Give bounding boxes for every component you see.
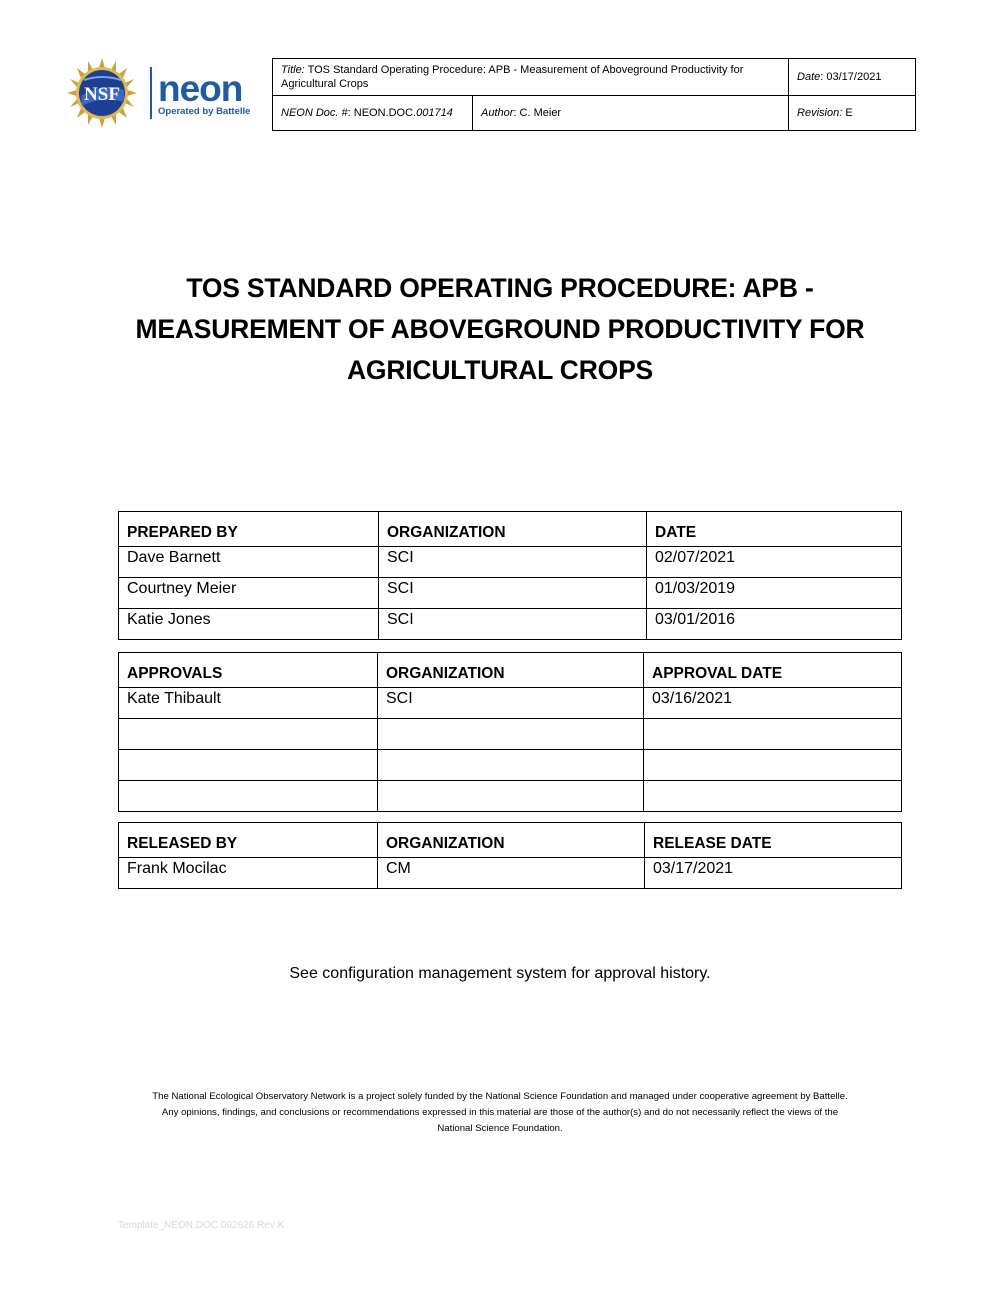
date-cell: 02/07/2021 xyxy=(647,547,902,578)
header-doc-label: NEON Doc. # xyxy=(281,107,348,119)
organization-cell xyxy=(378,781,644,812)
table-row xyxy=(119,750,902,781)
name-cell: Frank Mocilac xyxy=(119,858,378,889)
document-title-line: AGRICULTURAL CROPS xyxy=(346,355,654,385)
column-header: RELEASE DATE xyxy=(645,823,902,858)
document-title-line: MEASUREMENT OF ABOVEGROUND PRODUCTIVITY FOR xyxy=(135,314,865,344)
organization-cell: SCI xyxy=(379,578,647,609)
table-header-row xyxy=(119,823,902,858)
organization-cell: SCI xyxy=(379,547,647,578)
name-cell: Dave Barnett xyxy=(119,547,379,578)
header-doc-number: 001714 xyxy=(416,107,453,119)
document-title xyxy=(100,268,900,391)
document-header-table xyxy=(272,58,916,131)
name-cell: Courtney Meier xyxy=(119,578,379,609)
prepared-by-table xyxy=(118,511,902,640)
template-id: Template_NEON.DOC.002626 Rev K xyxy=(118,1220,285,1231)
column-header: ORGANIZATION xyxy=(379,512,647,547)
table-row xyxy=(119,781,902,812)
date-cell xyxy=(644,750,902,781)
header-date-value: : 03/17/2021 xyxy=(820,71,882,83)
table-row xyxy=(119,688,902,719)
nsf-seal-icon xyxy=(67,58,137,128)
released-by-table xyxy=(118,822,902,889)
name-cell xyxy=(119,719,378,750)
header-author-cell xyxy=(473,96,789,131)
column-header: RELEASED BY xyxy=(119,823,378,858)
organization-cell xyxy=(378,750,644,781)
funding-disclaimer xyxy=(100,1089,900,1137)
neon-wordmark: neon xyxy=(158,68,243,109)
table-header-row xyxy=(119,653,902,688)
column-header: APPROVALS xyxy=(119,653,378,688)
header-title-value: TOS Standard Operating Procedure: APB - Measurement of Aboveground Productivity for Agricultural Crops xyxy=(281,64,744,90)
header-date-cell xyxy=(789,59,916,96)
configuration-note: See configuration management system for approval history. xyxy=(289,965,711,982)
date-cell: 03/16/2021 xyxy=(644,688,902,719)
table-header-row xyxy=(119,512,902,547)
date-cell: 01/03/2019 xyxy=(647,578,902,609)
column-header: DATE xyxy=(647,512,902,547)
table-row xyxy=(119,547,902,578)
column-header: ORGANIZATION xyxy=(378,823,645,858)
column-header: PREPARED BY xyxy=(119,512,379,547)
header-doc-prefix: : NEON.DOC. xyxy=(347,107,417,119)
column-header: APPROVAL DATE xyxy=(644,653,902,688)
neon-nsf-logo xyxy=(66,58,272,128)
name-cell xyxy=(119,750,378,781)
document-title-line: TOS STANDARD OPERATING PROCEDURE: APB - xyxy=(186,273,814,303)
header-date-label: Date xyxy=(797,71,821,83)
table-row xyxy=(119,609,902,640)
name-cell: Katie Jones xyxy=(119,609,379,640)
organization-cell: SCI xyxy=(378,688,644,719)
name-cell: Kate Thibault xyxy=(119,688,378,719)
column-header: ORGANIZATION xyxy=(378,653,644,688)
approvals-table xyxy=(118,652,902,812)
header-title-cell xyxy=(273,59,789,96)
operated-by-text: Operated by Battelle xyxy=(158,106,251,117)
date-cell xyxy=(644,781,902,812)
date-cell xyxy=(644,719,902,750)
organization-cell xyxy=(378,719,644,750)
name-cell xyxy=(119,781,378,812)
header-revision-cell xyxy=(789,96,916,131)
organization-cell: SCI xyxy=(379,609,647,640)
header-revision-value: E xyxy=(842,107,853,119)
date-cell: 03/17/2021 xyxy=(645,858,902,889)
organization-cell: CM xyxy=(378,858,645,889)
nsf-seal-text: NSF xyxy=(84,84,120,105)
header-author-value: : C. Meier xyxy=(513,107,562,119)
table-row xyxy=(119,578,902,609)
disclaimer-line: Any opinions, findings, and conclusions or recommendations expressed in this material are those of the author(s) and do not necessarily reflect the views of the xyxy=(161,1107,839,1118)
header-revision-label: Revision: xyxy=(797,107,843,119)
date-cell: 03/01/2016 xyxy=(647,609,902,640)
header-author-label: Author xyxy=(481,107,514,119)
disclaimer-line: The National Ecological Observatory Network is a project solely funded by the National Science Foundation and managed under cooperative agreement by Battelle. xyxy=(152,1091,848,1102)
disclaimer-line: National Science Foundation. xyxy=(437,1123,563,1134)
table-row xyxy=(119,858,902,889)
header-doc-number-cell xyxy=(273,96,473,131)
table-row xyxy=(119,719,902,750)
header-title-label: Title: xyxy=(281,64,305,76)
